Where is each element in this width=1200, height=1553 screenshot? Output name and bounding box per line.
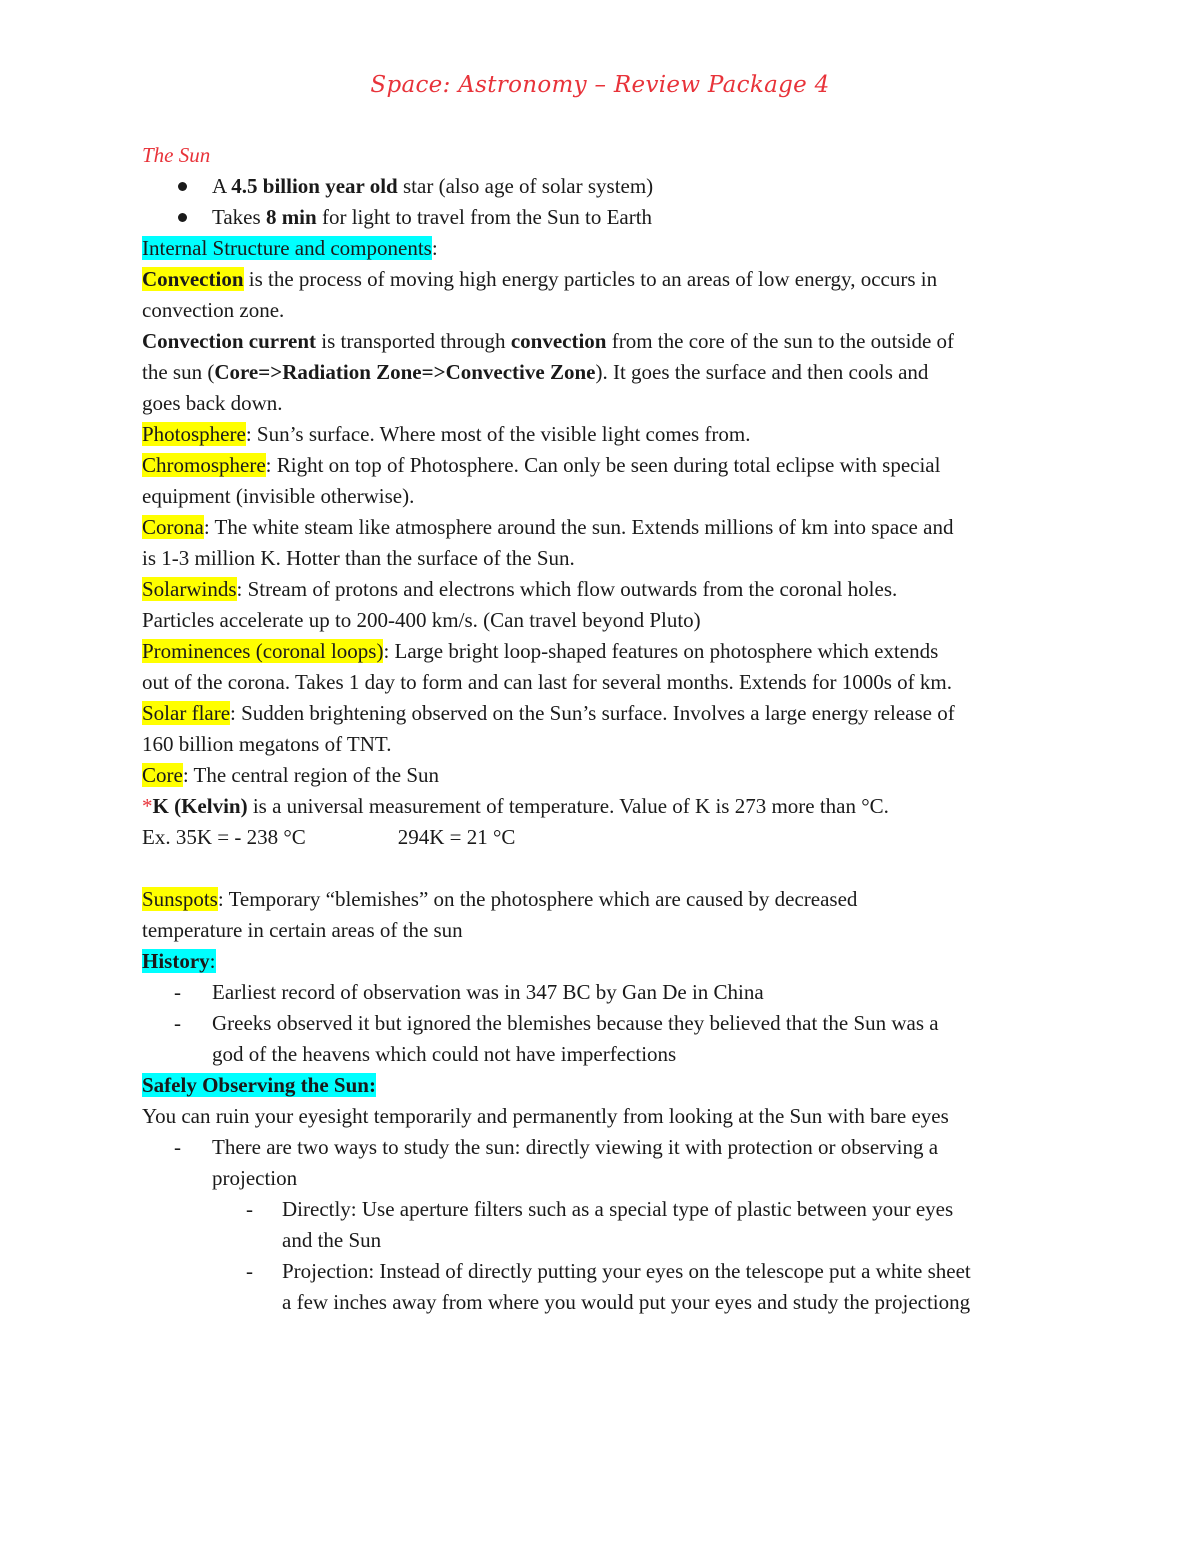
definition-text: : The white steam like atmosphere around the sun. Extends millions of km into space and — [203, 515, 954, 539]
list-item-continued: god of the heavens which could not have imperfections — [212, 1042, 677, 1066]
sub-list-item — [142, 1256, 1062, 1287]
sub-list-item-text: Projection: Instead of directly putting your eyes on the telescope put a white sheet — [282, 1259, 971, 1283]
bullet-text: for light to travel from the Sun to Earth — [316, 205, 653, 229]
dash-icon: - — [246, 1259, 253, 1283]
zone-sequence: Core=>Radiation Zone=>Convective Zone — [214, 360, 596, 384]
asterisk-icon: * — [142, 794, 153, 818]
bullet-dot-icon — [172, 171, 192, 202]
definition-text: : Temporary “blemishes” on the photosphere which are caused by decreased — [217, 887, 858, 911]
history-heading — [142, 946, 1062, 977]
definition-text: : Stream of protons and electrons which flow outwards from the coronal holes. — [236, 577, 898, 601]
dash-icon: - — [174, 980, 181, 1004]
heading-colon: : — [209, 949, 216, 973]
convection-line — [142, 264, 1062, 295]
definition-text: ). It goes the surface and then cools and — [595, 360, 929, 384]
convection-line-2: convection zone. — [142, 298, 285, 322]
solarwinds-line-2: Particles accelerate up to 200-400 km/s. (Can travel beyond Pluto) — [142, 608, 701, 632]
definition-text: is transported through — [316, 329, 511, 353]
bullet-text: Takes — [212, 205, 266, 229]
list-item — [142, 977, 1062, 1008]
term-convection: Convection — [142, 267, 244, 291]
sunspots-line — [142, 884, 1062, 915]
term-convection-inline: convection — [510, 329, 607, 353]
list-item-text: Earliest record of observation was in 347 BC by Gan De in China — [212, 980, 764, 1004]
solar-flare-line — [142, 698, 1062, 729]
term-convection-current: Convection current — [142, 329, 316, 353]
example-right: 294K = 21 °C — [397, 825, 516, 849]
heading-colon: : — [431, 236, 438, 260]
safely-intro: You can ruin your eyesight temporarily and permanently from looking at the Sun with bare eyes — [142, 1104, 949, 1128]
safely-heading-text: Safely Observing the Sun: — [142, 1073, 376, 1097]
corona-line-2: is 1-3 million K. Hotter than the surface of the Sun. — [142, 546, 575, 570]
definition-text: : The central region of the Sun — [182, 763, 440, 787]
bullet-item — [142, 202, 1062, 233]
example-left: Ex. 35K = - 238 °C — [142, 825, 306, 849]
definition-text: : Sun’s surface. Where most of the visible light comes from. — [245, 422, 751, 446]
term-prominences: Prominences (coronal loops) — [142, 639, 384, 663]
term-kelvin: K (Kelvin) — [152, 794, 248, 818]
term-core: Core — [142, 763, 183, 787]
bullet-bold: 8 min — [265, 205, 317, 229]
dash-icon: - — [246, 1197, 253, 1221]
dash-icon: - — [174, 1135, 181, 1159]
internal-heading-text: Internal Structure and components — [142, 236, 432, 260]
corona-line — [142, 512, 1062, 543]
term-sunspots: Sunspots — [142, 887, 218, 911]
internal-structure-heading — [142, 233, 1062, 264]
list-item-text: Greeks observed it but ignored the blemishes because they believed that the Sun was a — [212, 1011, 939, 1035]
definition-text: the sun ( — [142, 360, 215, 384]
definition-text: is a universal measurement of temperature. Value of K is 273 more than °C. — [247, 794, 889, 818]
blank-line — [142, 853, 1062, 884]
term-chromosphere: Chromosphere — [142, 453, 266, 477]
photosphere-line — [142, 419, 1062, 450]
prominences-line — [142, 636, 1062, 667]
term-photosphere: Photosphere — [142, 422, 246, 446]
definition-text: is the process of moving high energy particles to an areas of low energy, occurs in — [243, 267, 938, 291]
prominences-line-2: out of the corona. Takes 1 day to form and can last for several months. Extends for 1000s of km. — [142, 670, 952, 694]
solar-flare-line-2: 160 billion megatons of TNT. — [142, 732, 392, 756]
term-solarwinds: Solarwinds — [142, 577, 237, 601]
chromosphere-line-2: equipment (invisible otherwise). — [142, 484, 415, 508]
list-item — [142, 1008, 1062, 1039]
document-title: Space: Astronomy – Review Package 4 — [370, 72, 830, 98]
convection-current-line-2 — [142, 357, 1062, 388]
sub-list-item — [142, 1194, 1062, 1225]
history-heading-text: History — [142, 949, 210, 973]
definition-text: : Large bright loop-shaped features on photosphere which extends — [383, 639, 939, 663]
definition-text: from the core of the sun to the outside of — [606, 329, 955, 353]
kelvin-line — [142, 791, 1062, 822]
sub-list-item-text: Directly: Use aperture filters such as a special type of plastic between your eyes — [282, 1197, 954, 1221]
term-solar-flare: Solar flare — [142, 701, 231, 725]
solarwinds-line — [142, 574, 1062, 605]
term-corona: Corona — [142, 515, 204, 539]
bullet-text: star (also age of solar system) — [397, 174, 654, 198]
convection-current-line — [142, 326, 1062, 357]
list-item-continued: projection — [212, 1166, 298, 1190]
definition-text: : Right on top of Photosphere. Can only be seen during total eclipse with special — [265, 453, 941, 477]
safely-heading — [142, 1070, 1062, 1101]
section-heading-sun: The Sun — [142, 143, 211, 167]
example-line — [142, 822, 1062, 853]
bullet-text: A — [212, 174, 232, 198]
list-item — [142, 1132, 1062, 1163]
sub-list-item-continued: and the Sun — [282, 1228, 382, 1252]
convection-current-line-3: goes back down. — [142, 391, 283, 415]
chromosphere-line — [142, 450, 1062, 481]
document-body — [142, 140, 1062, 1318]
dash-icon: - — [174, 1011, 181, 1035]
bullet-bold: 4.5 billion year old — [231, 174, 398, 198]
sub-list-item-continued: a few inches away from where you would put your eyes and study the projectiong — [282, 1290, 971, 1314]
list-item-text: There are two ways to study the sun: directly viewing it with protection or observing a — [212, 1135, 939, 1159]
definition-text: : Sudden brightening observed on the Sun’s surface. Involves a large energy release of — [230, 701, 955, 725]
bullet-dot-icon — [172, 202, 192, 233]
core-line — [142, 760, 1062, 791]
bullet-item — [142, 171, 1062, 202]
sunspots-line-2: temperature in certain areas of the sun — [142, 918, 463, 942]
